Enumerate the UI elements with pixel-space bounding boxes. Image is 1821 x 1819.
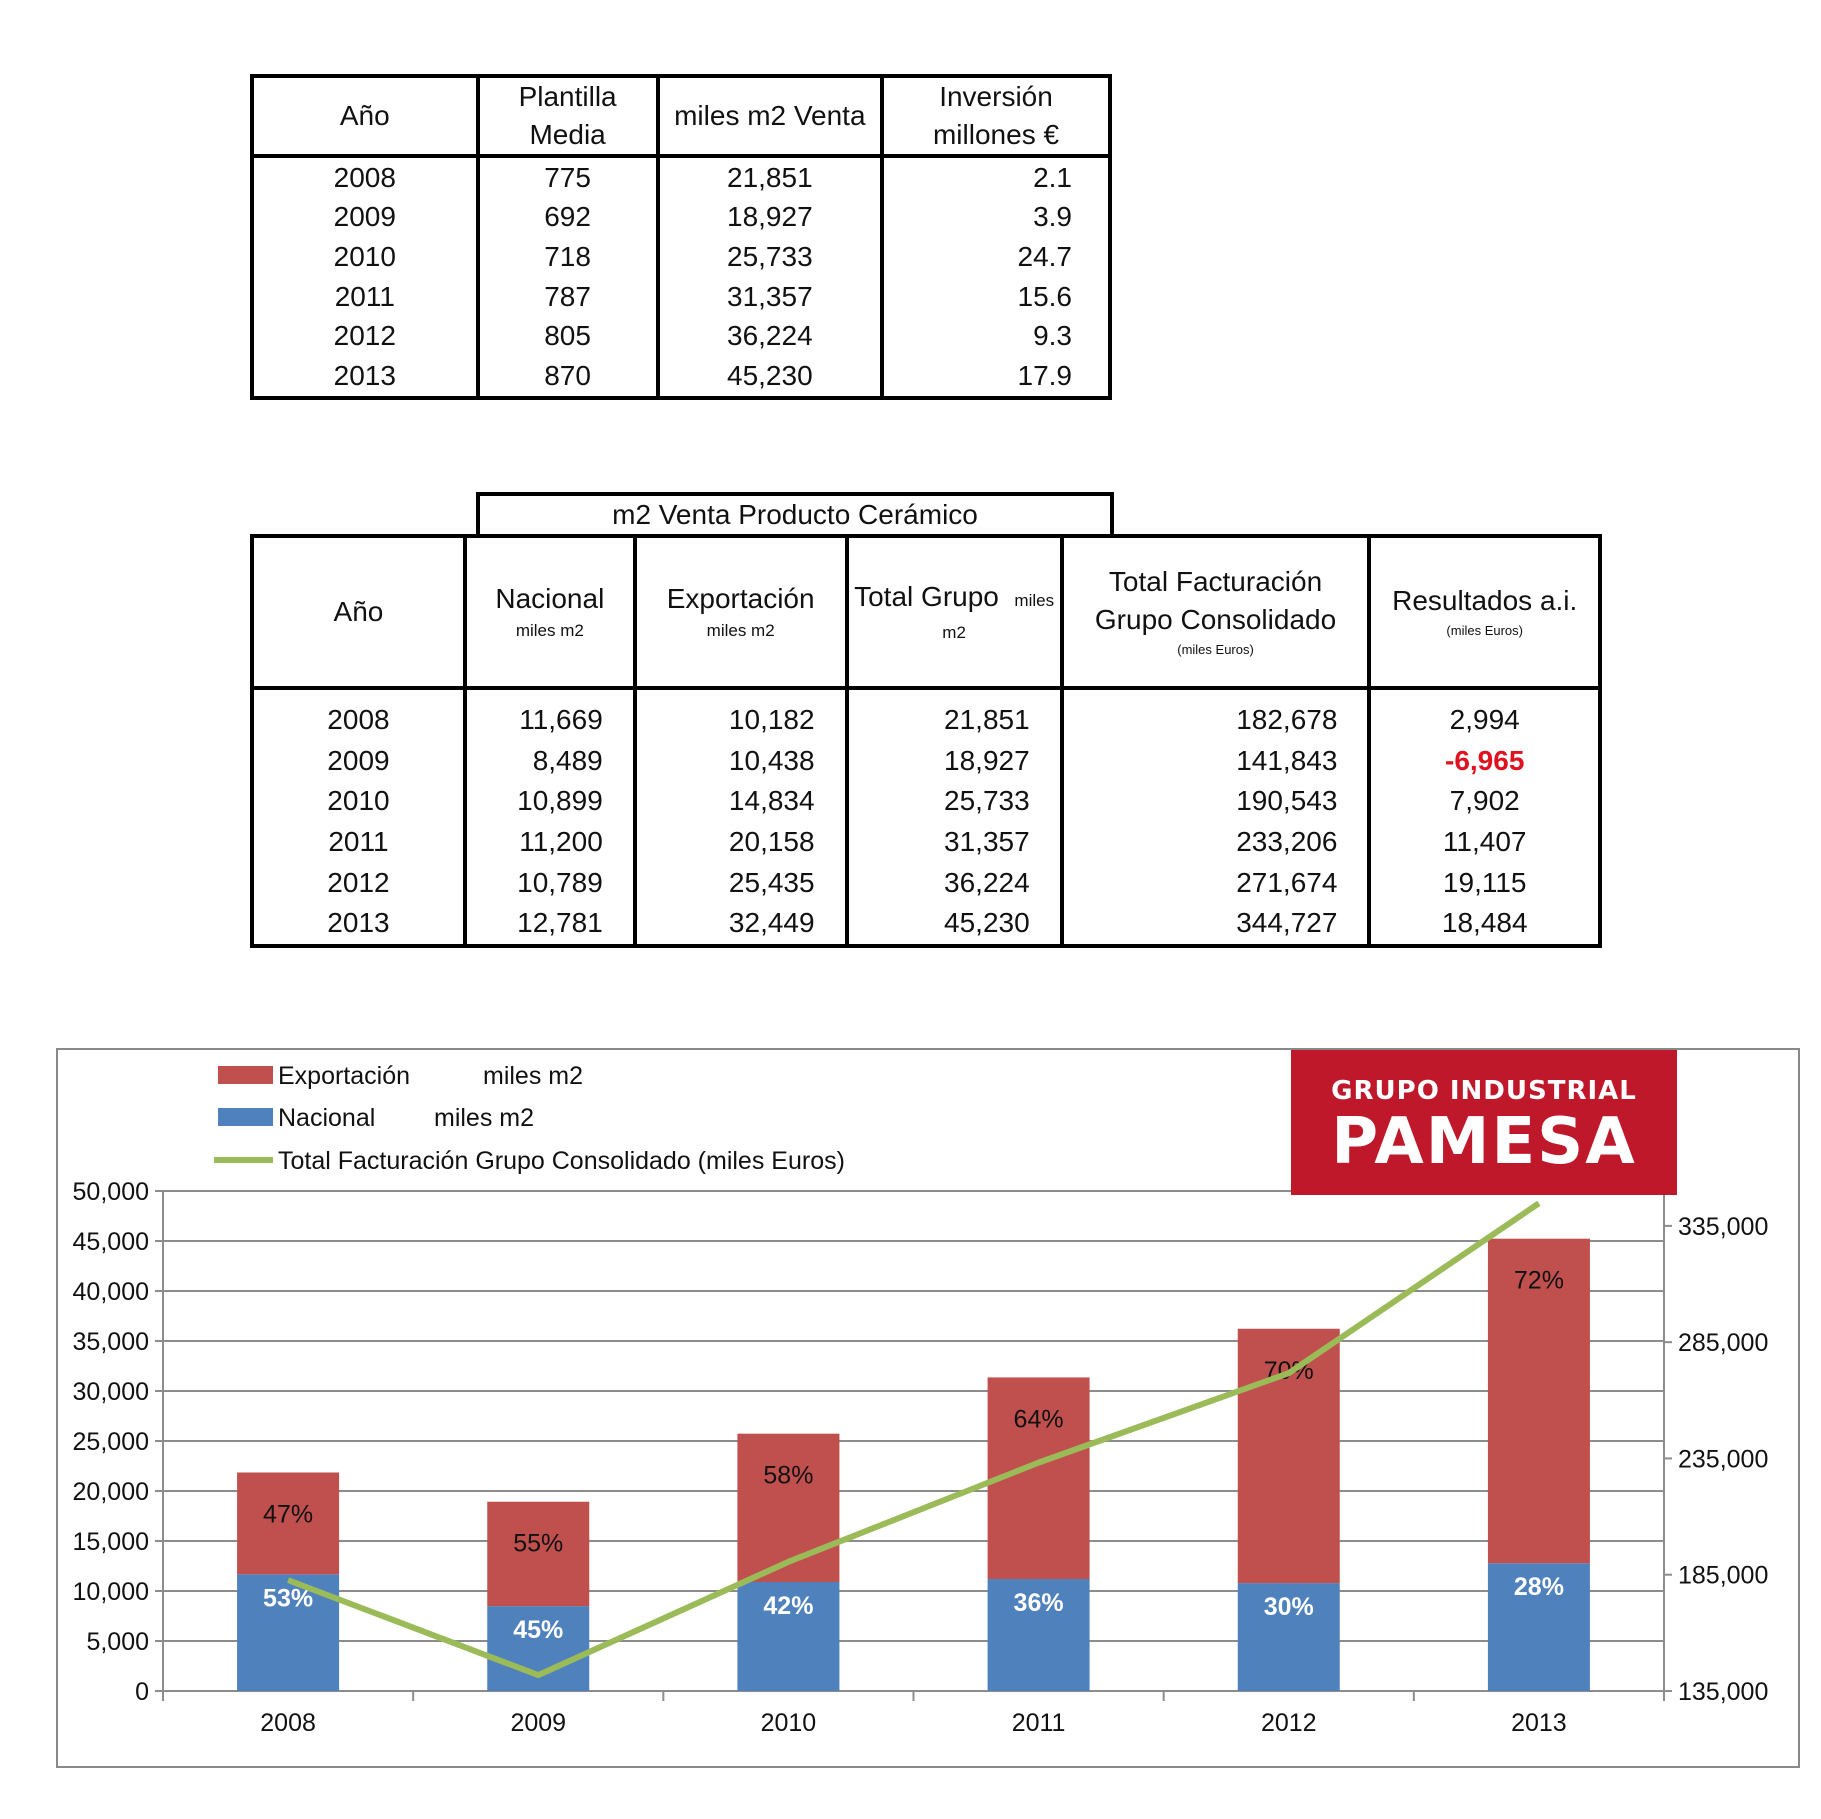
cell-investment: 9.3 — [882, 316, 1110, 356]
cell-investment: 2.1 — [882, 156, 1110, 198]
cell-export: 10,438 — [635, 741, 847, 782]
cell-turnover: 271,674 — [1062, 862, 1370, 903]
legend-swatch-nacional — [218, 1108, 273, 1126]
cell-staff: 787 — [478, 277, 658, 317]
x-tick-label: 2010 — [760, 1709, 817, 1737]
bar-label-exportacion: 55% — [513, 1529, 564, 1558]
cell-nacional: 12,781 — [465, 903, 635, 946]
cell-year: 2011 — [252, 822, 465, 863]
bar-label-exportacion: 47% — [263, 1500, 314, 1529]
bar-label-exportacion: 72% — [1513, 1266, 1564, 1295]
cell-results: 11,407 — [1369, 822, 1600, 863]
cell-staff: 775 — [478, 156, 658, 198]
cell-results: 7,902 — [1369, 781, 1600, 822]
logo-line-1: GRUPO INDUSTRIAL — [1331, 1076, 1637, 1106]
y2-tick-label: 235,000 — [1678, 1445, 1769, 1474]
cell-investment: 15.6 — [882, 277, 1110, 317]
cell-export: 32,449 — [635, 903, 847, 946]
bar-label-nacional: 45% — [513, 1616, 564, 1645]
header-total: Total Grupo miles m2 — [847, 536, 1062, 688]
bar-label-nacional: 28% — [1513, 1573, 1564, 1602]
y-tick-label: 5,000 — [86, 1628, 149, 1656]
cell-results: -6,965 — [1369, 741, 1600, 782]
x-tick-label: 2012 — [1260, 1709, 1317, 1737]
cell-staff: 805 — [478, 316, 658, 356]
cell-sales: 18,927 — [658, 198, 882, 238]
header-export: Exportación miles m2 — [635, 536, 847, 688]
cell-export: 25,435 — [635, 862, 847, 903]
bar-label-exportacion: 70% — [1263, 1356, 1314, 1385]
cell-staff: 870 — [478, 356, 658, 398]
cell-sales: 25,733 — [658, 237, 882, 277]
cell-investment: 24.7 — [882, 237, 1110, 277]
y-tick-label: 30,000 — [72, 1378, 149, 1406]
header-investment: Inversión millones € — [882, 76, 1110, 156]
header-nacional: Nacional miles m2 — [465, 536, 635, 688]
y-tick-label: 20,000 — [72, 1478, 149, 1506]
cell-turnover: 190,543 — [1062, 781, 1370, 822]
y2-tick-label: 335,000 — [1678, 1212, 1769, 1241]
bar-label-exportacion: 58% — [763, 1461, 814, 1490]
cell-year: 2009 — [252, 198, 478, 238]
y-tick-label: 15,000 — [72, 1528, 149, 1556]
y-tick-label: 35,000 — [72, 1328, 149, 1356]
legend-label-facturacion: Total Facturación Grupo Consolidado (miles Euros) — [278, 1147, 845, 1175]
cell-nacional: 10,789 — [465, 862, 635, 903]
cell-turnover: 344,727 — [1062, 903, 1370, 946]
cell-total: 31,357 — [847, 822, 1062, 863]
cell-sales: 45,230 — [658, 356, 882, 398]
header-results: Resultados a.i. (miles Euros) — [1369, 536, 1600, 688]
y-tick-label: 25,000 — [72, 1428, 149, 1456]
cell-turnover: 141,843 — [1062, 741, 1370, 782]
cell-total: 45,230 — [847, 903, 1062, 946]
cell-sales: 31,357 — [658, 277, 882, 317]
cell-export: 10,182 — [635, 688, 847, 741]
logo-line-2: PAMESA — [1331, 1105, 1637, 1179]
y2-tick-label: 285,000 — [1678, 1329, 1769, 1358]
legend-label-nacional: Nacional — [278, 1104, 376, 1132]
x-tick-label: 2009 — [510, 1709, 567, 1737]
cell-year: 2013 — [252, 356, 478, 398]
legend-unit-exportacion: miles m2 — [483, 1062, 584, 1090]
cell-year: 2011 — [252, 277, 478, 317]
y-tick-label: 45,000 — [72, 1228, 149, 1256]
cell-total: 18,927 — [847, 741, 1062, 782]
cell-staff: 718 — [478, 237, 658, 277]
legend-unit-nacional: miles m2 — [434, 1104, 535, 1132]
y-tick-label: 0 — [135, 1678, 149, 1706]
y-tick-label: 50,000 — [72, 1178, 149, 1206]
cell-investment: 17.9 — [882, 356, 1110, 398]
y2-tick-label: 185,000 — [1678, 1561, 1769, 1590]
cell-export: 14,834 — [635, 781, 847, 822]
cell-nacional: 8,489 — [465, 741, 635, 782]
y2-tick-label: 135,000 — [1678, 1678, 1769, 1706]
cell-staff: 692 — [478, 198, 658, 238]
x-tick-label: 2013 — [1511, 1709, 1567, 1737]
bar-label-nacional: 42% — [763, 1592, 814, 1621]
cell-nacional: 11,669 — [465, 688, 635, 741]
cell-year: 2010 — [252, 237, 478, 277]
x-tick-label: 2008 — [260, 1709, 316, 1737]
cell-nacional: 10,899 — [465, 781, 635, 822]
group-header-label: m2 Venta Producto Cerámico — [612, 499, 978, 530]
cell-sales: 36,224 — [658, 316, 882, 356]
y-tick-label: 40,000 — [72, 1278, 149, 1306]
header-turnover: Total Facturación Grupo Consolidado (miles Euros) — [1062, 536, 1370, 688]
line-total-facturacion — [288, 1203, 1539, 1675]
bar-label-exportacion: 64% — [1013, 1405, 1064, 1434]
cell-export: 20,158 — [635, 822, 847, 863]
cell-results: 2,994 — [1369, 688, 1600, 741]
bar-label-nacional: 53% — [263, 1584, 314, 1613]
header-sales: miles m2 Venta — [658, 76, 882, 156]
header-year: Año — [252, 536, 465, 688]
cell-year: 2010 — [252, 781, 465, 822]
cell-turnover: 182,678 — [1062, 688, 1370, 741]
cell-year: 2013 — [252, 903, 465, 946]
header-staff: Plantilla Media — [478, 76, 658, 156]
cell-total: 36,224 — [847, 862, 1062, 903]
bar-label-nacional: 30% — [1263, 1593, 1314, 1622]
cell-year: 2012 — [252, 316, 478, 356]
pamesa-logo — [1291, 1050, 1677, 1195]
cell-total: 25,733 — [847, 781, 1062, 822]
cell-sales: 21,851 — [658, 156, 882, 198]
y-tick-label: 10,000 — [72, 1578, 149, 1606]
legend-swatch-exportacion — [218, 1066, 273, 1084]
x-tick-label: 2011 — [1011, 1709, 1066, 1737]
legend-label-exportacion: Exportación — [278, 1062, 411, 1090]
header-year: Año — [252, 76, 478, 156]
cell-turnover: 233,206 — [1062, 822, 1370, 863]
cell-year: 2012 — [252, 862, 465, 903]
cell-total: 21,851 — [847, 688, 1062, 741]
cell-year: 2008 — [252, 156, 478, 198]
cell-nacional: 11,200 — [465, 822, 635, 863]
cell-year: 2008 — [252, 688, 465, 741]
cell-investment: 3.9 — [882, 198, 1110, 238]
cell-year: 2009 — [252, 741, 465, 782]
cell-results: 19,115 — [1369, 862, 1600, 903]
cell-results: 18,484 — [1369, 903, 1600, 946]
bar-label-nacional: 36% — [1013, 1589, 1064, 1617]
